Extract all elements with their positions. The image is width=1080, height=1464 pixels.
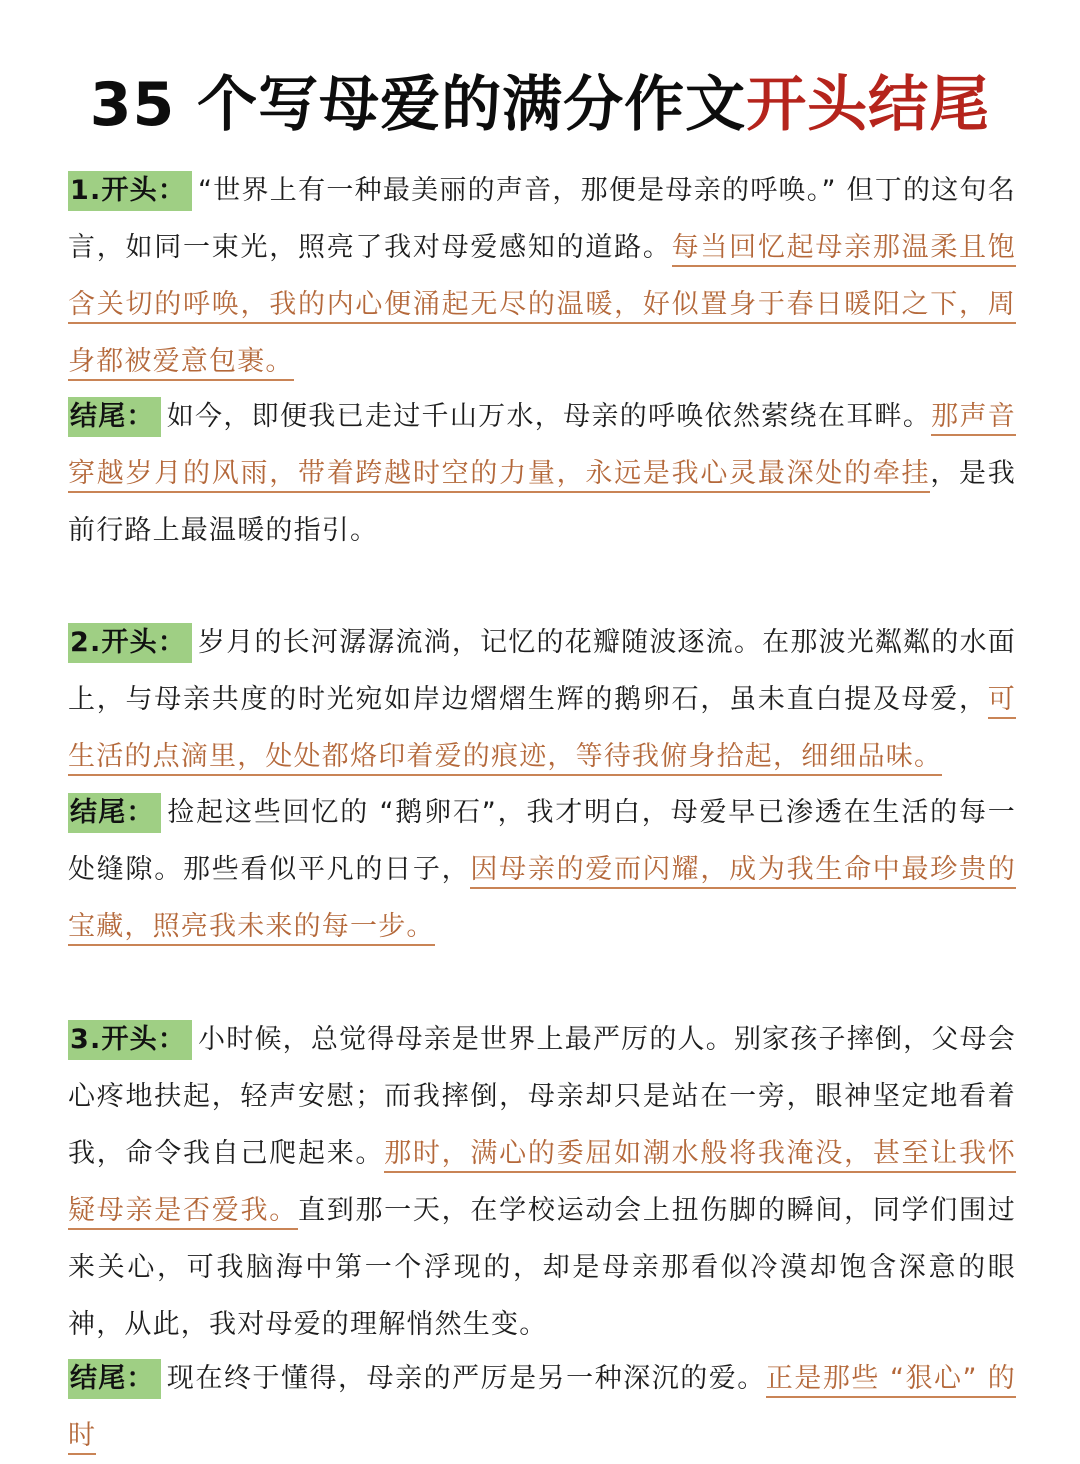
ending-text: 捡起这些回忆的 “鹅卵石”，我才明白，母爱早已渗透在生活的每一处缝隙。那些看似平凡的日子， xyxy=(68,797,1016,885)
paragraph xyxy=(68,1011,1016,1353)
ending-text-continued: ，是我前行路上最温暖的指引。 xyxy=(68,458,1016,546)
ending-text: 如今，即便我已走过千山万水，母亲的呼唤依然萦绕在耳畔。 xyxy=(166,401,932,432)
ending-label: 结尾： xyxy=(68,1359,161,1399)
ending-text: 现在终于懂得，母亲的严厉是另一种深沉的爱。 xyxy=(166,1363,766,1394)
highlighted-text: 每当回忆起母亲那温柔且饱含关切的呼唤，我的内心便涌起无尽的温暖，好似置身于春日暖阳之下，周身都被爱意包裹。 xyxy=(68,232,1016,381)
title-black-part: 35 个写母爱的满分作文 xyxy=(89,70,747,140)
section-1-ending xyxy=(68,388,1016,559)
opening-label: 1.开头： xyxy=(68,171,192,211)
paragraph xyxy=(68,162,1016,390)
highlighted-text: 那声音穿越岁月的风雨，带着跨越时空的力量，永远是我心灵最深处的牵挂 xyxy=(68,401,1016,493)
section-2-ending xyxy=(68,784,1016,955)
opening-text: “世界上有一种最美丽的声音，那便是母亲的呼唤。” 但丁的这句名言，如同一束光，照亮了我对母爱感知的道路。 xyxy=(68,175,1016,263)
section-3-opening xyxy=(68,1011,1016,1353)
section-2-opening xyxy=(68,614,1016,785)
section-3-ending xyxy=(68,1350,1016,1464)
ending-label: 结尾： xyxy=(68,793,161,833)
highlighted-text: 正是那些 “狠心” 的时 xyxy=(68,1363,1016,1455)
opening-label: 3.开头： xyxy=(68,1020,192,1060)
paragraph xyxy=(68,1350,1016,1464)
opening-label: 2.开头： xyxy=(68,623,192,663)
paragraph xyxy=(68,614,1016,785)
opening-text: 岁月的长河潺潺流淌，记忆的花瓣随波逐流。在那波光粼粼的水面上，与母亲共度的时光宛如岸边熠熠生辉的鹅卵石，虽未直白提及母爱， xyxy=(68,627,1016,715)
opening-text-continued: 直到那一天，在学校运动会上扭伤脚的瞬间，同学们围过来关心，可我脑海中第一个浮现的，却是母亲那看似冷漠却饱含深意的眼神，从此，我对母爱的理解悄然生变。 xyxy=(68,1195,1016,1340)
paragraph xyxy=(68,784,1016,955)
page-title xyxy=(0,62,1080,148)
opening-text: 小时候，总觉得母亲是世界上最严厉的人。别家孩子摔倒，父母会心疼地扶起，轻声安慰；而我摔倒，母亲却只是站在一旁，眼神坚定地看着我，命令我自己爬起来。 xyxy=(68,1024,1016,1169)
section-1-opening xyxy=(68,162,1016,390)
ending-label: 结尾： xyxy=(68,397,161,437)
title-red-part: 开头结尾 xyxy=(746,70,991,140)
highlighted-text: 可生活的点滴里，处处都烙印着爱的痕迹，等待我俯身拾起，细细品味。 xyxy=(68,684,1016,776)
highlighted-text: 因母亲的爱而闪耀，成为我生命中最珍贵的宝藏，照亮我未来的每一步。 xyxy=(68,854,1016,946)
highlighted-text: 那时，满心的委屈如潮水般将我淹没，甚至让我怀疑母亲是否爱我。 xyxy=(68,1138,1016,1230)
paragraph xyxy=(68,388,1016,559)
